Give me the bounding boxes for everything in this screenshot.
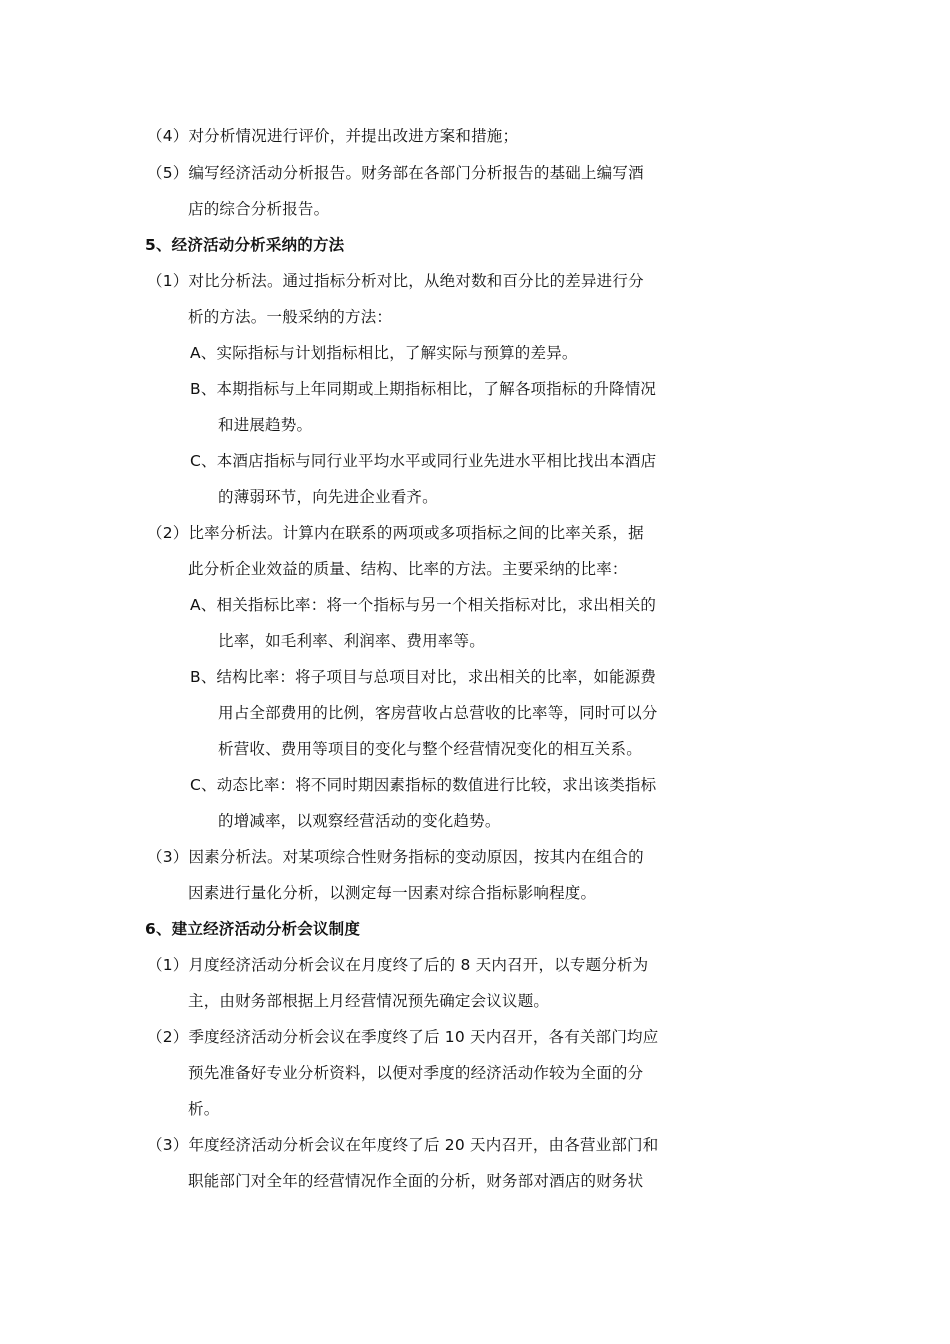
method-1-sub-b: B、本期指标与上年同期或上期指标相比，了解各项指标的升降情况 — [190, 380, 657, 398]
method-2-sub-b: B、结构比率：将子项目与总项目对比，求出相关的比率，如能源费 — [190, 668, 657, 686]
method-2-sub-b-cont-2: 析营收、费用等项目的变化与整个经营情况变化的相互关系。 — [218, 740, 642, 758]
meeting-2-text: （2）季度经济活动分析会议在季度终了后 10 天内召开，各有关部门均应 — [147, 1028, 659, 1046]
method-3-text-cont: 因素进行量化分析，以测定每一因素对综合指标影响程度。 — [188, 884, 597, 902]
item-4-text: （4）对分析情况进行评价，并提出改进方案和措施； — [147, 127, 519, 145]
meeting-1-text: （1）月度经济活动分析会议在月度终了后的 8 天内召开，以专题分析为 — [147, 956, 649, 974]
method-2-text: （2）比率分析法。计算内在联系的两项或多项指标之间的比率关系，据 — [147, 524, 644, 542]
method-1-sub-a: A、实际指标与计划指标相比，了解实际与预算的差异。 — [190, 344, 578, 362]
method-3-text: （3）因素分析法。对某项综合性财务指标的变动原因，按其内在组合的 — [147, 848, 644, 866]
method-1-sub-b-cont: 和进展趋势。 — [218, 416, 313, 434]
method-2-sub-c-cont: 的增减率，以观察经营活动的变化趋势。 — [218, 812, 501, 830]
item-5-text-cont: 店的综合分析报告。 — [188, 200, 330, 218]
method-1-sub-c-cont: 的薄弱环节，向先进企业看齐。 — [218, 488, 438, 506]
meeting-2-text-cont-1: 预先准备好专业分析资料，以便对季度的经济活动作较为全面的分 — [188, 1064, 644, 1082]
method-1-text-cont: 析的方法。一般采纳的方法： — [188, 308, 393, 326]
method-2-text-cont: 此分析企业效益的质量、结构、比率的方法。主要采纳的比率： — [188, 560, 628, 578]
meeting-3-text: （3）年度经济活动分析会议在年度终了后 20 天内召开，由各营业部门和 — [147, 1136, 659, 1154]
method-2-sub-a: A、相关指标比率：将一个指标与另一个相关指标对比，求出相关的 — [190, 596, 657, 614]
method-1-text: （1）对比分析法。通过指标分析对比，从绝对数和百分比的差异进行分 — [147, 272, 644, 290]
meeting-2-text-cont-2: 析。 — [188, 1100, 220, 1118]
meeting-3-text-cont: 职能部门对全年的经营情况作全面的分析，财务部对酒店的财务状 — [188, 1172, 644, 1190]
section-6-heading: 6、建立经济活动分析会议制度 — [145, 920, 361, 938]
item-5-text: （5）编写经济活动分析报告。财务部在各部门分析报告的基础上编写酒 — [147, 164, 644, 182]
method-2-sub-b-cont-1: 用占全部费用的比例，客房营收占总营收的比率等，同时可以分 — [218, 704, 658, 722]
method-1-sub-c: C、本酒店指标与同行业平均水平或同行业先进水平相比找出本酒店 — [190, 452, 657, 470]
method-2-sub-c: C、动态比率：将不同时期因素指标的数值进行比较，求出该类指标 — [190, 776, 657, 794]
meeting-1-text-cont: 主，由财务部根据上月经营情况预先确定会议议题。 — [188, 992, 550, 1010]
section-5-heading: 5、经济活动分析采纳的方法 — [145, 236, 345, 254]
method-2-sub-a-cont: 比率，如毛利率、利润率、费用率等。 — [218, 632, 485, 650]
